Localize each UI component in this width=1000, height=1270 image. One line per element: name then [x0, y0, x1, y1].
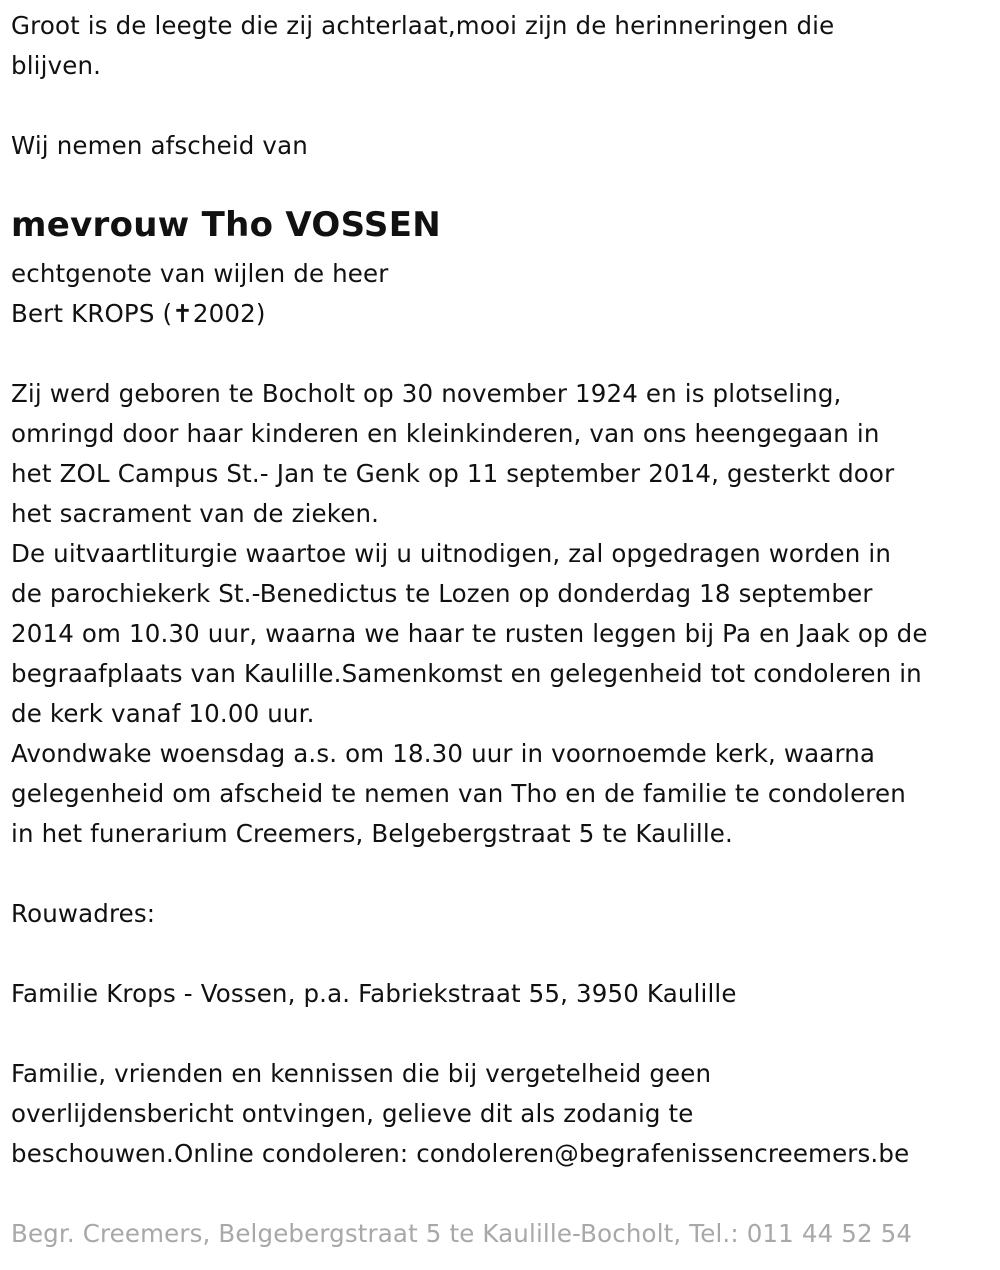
lead-text: Wij nemen afscheid van — [11, 131, 308, 160]
spouse-line-2: Bert KROPS (✝2002) — [11, 299, 266, 328]
address-label: Rouwadres: — [11, 899, 156, 928]
body-line-9: de kerk vanaf 10.00 uur. — [11, 699, 315, 728]
intro-line-2: blijven. — [11, 51, 102, 80]
intro-line-1: Groot is de leegte die zij achterlaat,mooi zijn de herinneringen die — [11, 11, 835, 40]
closing-line-3: beschouwen.Online condoleren: condoleren@begrafenissencreemers.be — [11, 1139, 910, 1168]
funeral-home-footer: Begr. Creemers, Belgebergstraat 5 te Kaulille-Bocholt, Tel.: 011 44 52 54 — [11, 1219, 913, 1248]
body-line-2: omringd door haar kinderen en kleinkinderen, van ons heengegaan in — [11, 419, 880, 448]
body-line-12: in het funerarium Creemers, Belgebergstraat 5 te Kaulille. — [11, 819, 733, 848]
body-line-11: gelegenheid om afscheid te nemen van Tho en de familie te condoleren — [11, 779, 906, 808]
mourning-address: Familie Krops - Vossen, p.a. Fabriekstraat 55, 3950 Kaulille — [11, 979, 737, 1008]
body-line-10: Avondwake woensdag a.s. om 18.30 uur in voornoemde kerk, waarna — [11, 739, 876, 768]
body-line-4: het sacrament van de zieken. — [11, 499, 380, 528]
body-line-3: het ZOL Campus St.- Jan te Genk op 11 september 2014, gesterkt door — [11, 459, 895, 488]
body-line-7: 2014 om 10.30 uur, waarna we haar te rusten leggen bij Pa en Jaak op de — [11, 619, 928, 648]
body-line-6: de parochiekerk St.-Benedictus te Lozen op donderdag 18 september — [11, 579, 873, 608]
body-line-1: Zij werd geboren te Bocholt op 30 november 1924 en is plotseling, — [11, 379, 842, 408]
deceased-name: mevrouw Tho VOSSEN — [11, 205, 441, 245]
closing-line-1: Familie, vrienden en kennissen die bij vergetelheid geen — [11, 1059, 712, 1088]
body-line-8: begraafplaats van Kaulille.Samenkomst en gelegenheid tot condoleren in — [11, 659, 922, 688]
body-line-5: De uitvaartliturgie waartoe wij u uitnodigen, zal opgedragen worden in — [11, 539, 892, 568]
closing-line-2: overlijdensbericht ontvingen, gelieve dit als zodanig te — [11, 1099, 694, 1128]
spouse-line-1: echtgenote van wijlen de heer — [11, 259, 389, 288]
